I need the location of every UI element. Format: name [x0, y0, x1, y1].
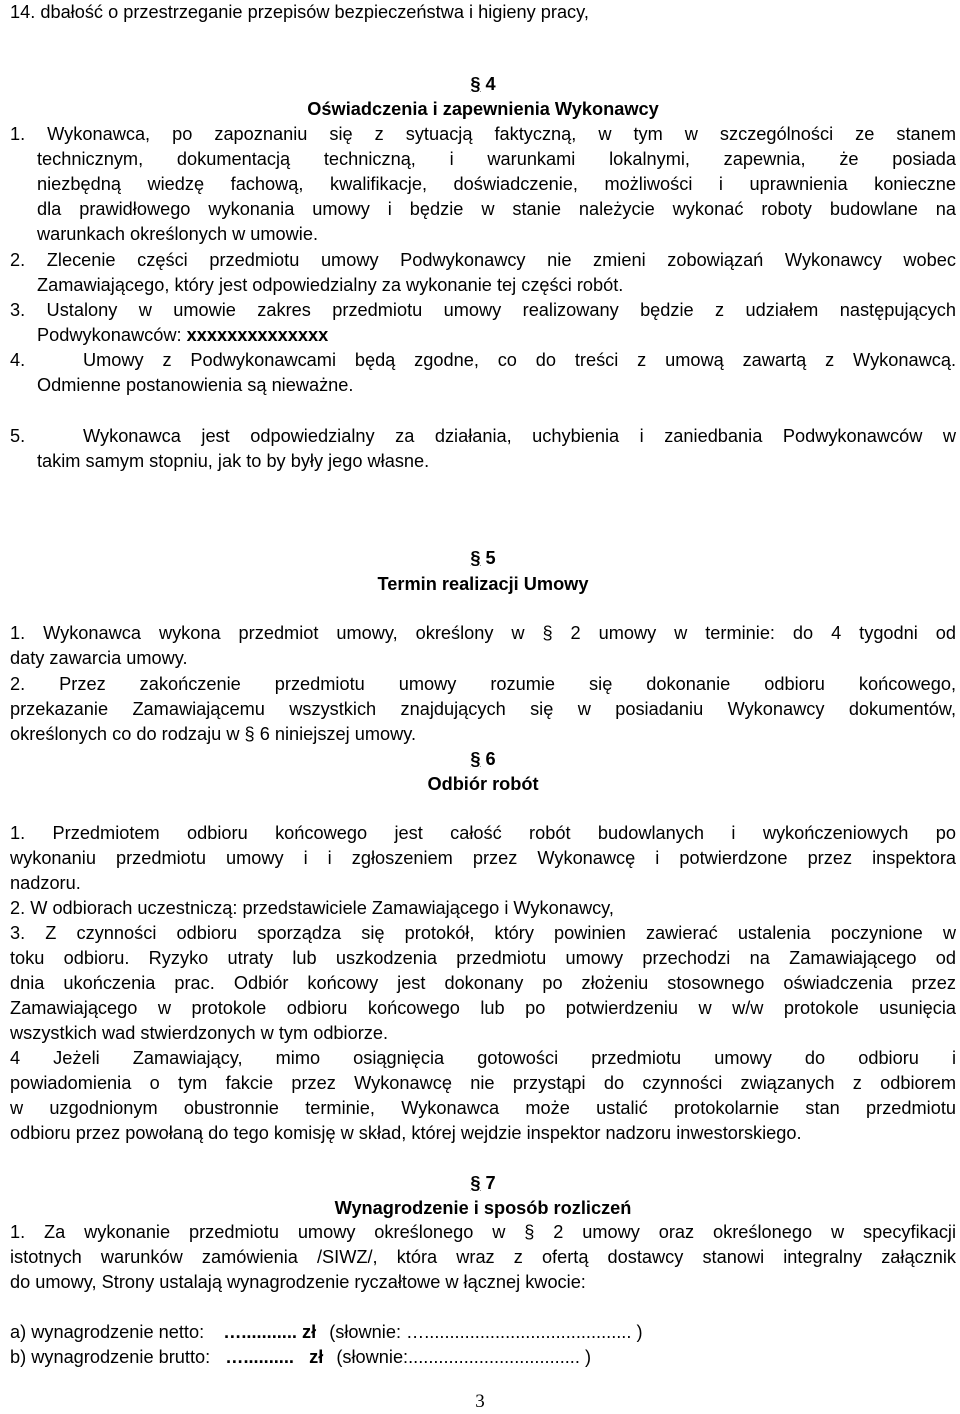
s4-p2-line: 2. Zlecenie części przedmiotu umowy Podwykonawcy nie zmieni zobowiązań Wykonawcy wobec: [10, 250, 956, 270]
s4-p5-line: takim samym stopniu, jak to by były jego własne.: [37, 451, 430, 471]
section-4-title: Oświadczenia i zapewnienia Wykonawcy: [307, 99, 659, 119]
s4-p1-line: technicznym, dokumentacją techniczną, i warunkami lokalnymi, zapewnia, że posiada: [37, 149, 956, 169]
list-item-14: 14. dbałość o przestrzeganie przepisów bezpieczeństwa i higieny pracy,: [10, 2, 589, 22]
s6-line: dnia ukończenia prac. Odbiór końcowy jest dokonany po złożeniu stosownego oświadczenia przez: [10, 973, 956, 993]
net-remuneration-row: [10, 1320, 956, 1344]
net-label: a) wynagrodzenie netto:: [10, 1322, 205, 1342]
s6-line: 4 Jeżeli Zamawiający, mimo osiągnięcia gotowości przedmiotu umowy do odbioru i: [10, 1048, 956, 1068]
subcontractor-placeholder: xxxxxxxxxxxxxx: [186, 325, 329, 345]
s6-line: powiadomienia o tym fakcie przez Wykonawcę nie przystąpi do czynności związanych z odbiorem: [10, 1073, 956, 1093]
s4-p3-line: Podwykonawców: xxxxxxxxxxxxxx: [37, 325, 329, 345]
gross-label: b) wynagrodzenie brutto:: [10, 1347, 211, 1367]
section-7-title: Wynagrodzenie i sposób rozliczeń: [334, 1198, 632, 1218]
s4-p4-line: Odmienne postanowienia są nieważne.: [37, 375, 354, 395]
s4-p3-line: 3. Ustalony w umowie zakres przedmiotu umowy realizowany będzie z udziałem następujących: [10, 300, 956, 320]
s5-p1-line: daty zawarcia umowy.: [10, 648, 188, 668]
s6-line: 2. W odbiorach uczestniczą: przedstawiciele Zamawiającego i Wykonawcy,: [10, 898, 614, 918]
section-6-title: Odbiór robót: [427, 774, 539, 794]
section-7-number: § 7: [470, 1173, 496, 1193]
s6-line: odbioru przez powołaną do tego komisję w skład, której wejdzie inspektor nadzoru inwestorskiego.: [10, 1123, 802, 1143]
section-5-number: § 5: [470, 548, 496, 568]
s6-line: toku odbioru. Ryzyko utraty lub uszkodzenia przedmiotu umowy przechodzi na Zamawiającego od: [10, 948, 956, 968]
section-6-number: § 6: [470, 749, 496, 769]
s4-p4-number: 4.: [10, 350, 26, 370]
page-number: 3: [475, 1391, 485, 1412]
s4-p5-number: 5.: [10, 426, 26, 446]
s5-p1-line: 1. Wykonawca wykona przedmiot umowy, określony w § 2 umowy w terminie: do 4 tygodni od: [10, 623, 956, 643]
section-4-number: § 4: [470, 74, 496, 94]
net-value: …........... zł: [223, 1322, 317, 1342]
s6-line: 1. Przedmiotem odbioru końcowego jest całość robót budowlanych i wykończeniowych po: [10, 823, 956, 843]
s5-p2-line: określonych co do rodzaju w § 6 niniejszej umowy.: [10, 724, 417, 744]
gross-value: ….......... zł: [225, 1347, 324, 1367]
s4-p5-line: Wykonawca jest odpowiedzialny za działania, uchybienia i zaniedbania Podwykonawców w: [83, 426, 956, 446]
s6-line: 3. Z czynności odbioru sporządza się protokół, który powinien zawierać ustalenia poczynione w: [10, 923, 956, 943]
s6-line: nadzoru.: [10, 873, 81, 893]
s6-line: w uzgodnionym obustronnie terminie, Wykonawca może ustalić protokolarnie stan przedmiotu: [10, 1098, 956, 1118]
section-5-title: Termin realizacji Umowy: [377, 574, 589, 594]
s6-line: wykonaniu przedmiotu umowy i i zgłoszeniem przez Wykonawcę i potwierdzone przez inspektora: [10, 848, 956, 868]
gross-in-words: (słownie:.................................. ): [336, 1347, 592, 1367]
s7-p1-line: do umowy, Strony ustalają wynagrodzenie ryczałtowe w łącznej kwocie:: [10, 1272, 586, 1292]
s6-line: Zamawiającego w protokole odbioru końcowego lub po potwierdzeniu w w/w protokole usunięcia: [10, 998, 956, 1018]
s7-p1-line: 1. Za wykonanie przedmiotu umowy określonego w § 2 umowy oraz określonego w specyfikacji: [10, 1222, 956, 1242]
s5-p2-line: 2. Przez zakończenie przedmiotu umowy rozumie się dokonanie odbioru końcowego,: [10, 674, 956, 694]
s4-p1-line: 1. Wykonawca, po zapoznaniu się z sytuacją faktyczną, w tym w szczególności ze stanem: [10, 124, 956, 144]
gross-remuneration-row: [10, 1345, 956, 1369]
net-in-words: (słownie: …......................................... ): [329, 1322, 643, 1342]
s4-p1-line: warunkach określonych w umowie.: [37, 224, 319, 244]
s7-p1-line: istotnych warunków zamówienia /SIWZ/, która wraz z ofertą dostawcy stanowi integralny załącznik: [10, 1247, 956, 1267]
s4-p2-line: Zamawiającego, który jest odpowiedzialny za wykonanie tej części robót.: [37, 275, 624, 295]
s4-p1-line: niezbędną wiedzę fachową, kwalifikacje, doświadczenie, możliwości i uprawnienia konieczne: [37, 174, 956, 194]
s4-p4-line: Umowy z Podwykonawcami będą zgodne, co do treści z umową zawartą z Wykonawcą.: [83, 350, 956, 370]
s6-line: wszystkich wad stwierdzonych w tym odbiorze.: [10, 1023, 389, 1043]
s4-p1-line: dla prawidłowego wykonania umowy i będzie w stanie należycie wykonać roboty budowlane na: [37, 199, 956, 219]
s5-p2-line: przekazanie Zamawiającemu wszystkich znajdujących się w posiadaniu Wykonawcy dokumentów,: [10, 699, 956, 719]
